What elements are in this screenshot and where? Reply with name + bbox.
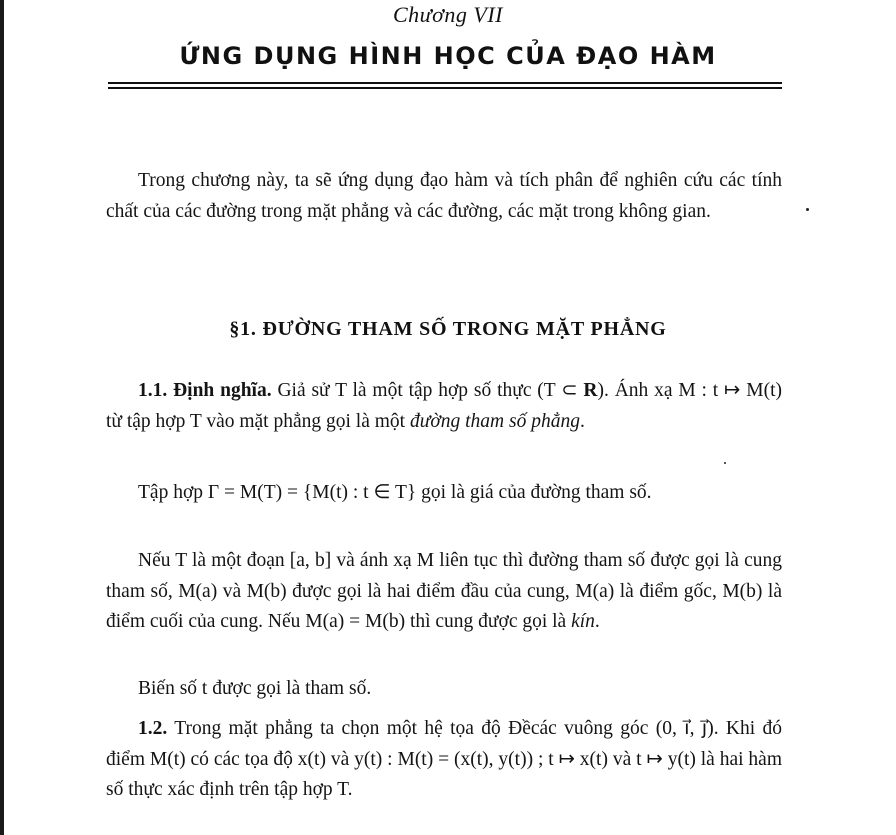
definition-paragraph <box>106 376 782 437</box>
arc-term: kín <box>571 611 595 632</box>
reals-symbol: R <box>583 380 598 401</box>
arc-paragraph <box>106 546 782 638</box>
definition-text-a: Giả sử T là một tập hợp số thực (T ⊂ <box>277 380 584 401</box>
coordinates-label: 1.2. <box>138 718 168 739</box>
definition-term: đường tham số phẳng <box>409 410 580 432</box>
parameter-paragraph: Biến số t được gọi là tham số. <box>138 678 372 699</box>
title-rule-top <box>108 82 782 84</box>
scan-speck <box>806 208 809 211</box>
title-rule-bottom <box>108 87 782 89</box>
scan-speck <box>724 462 726 464</box>
page-edge <box>0 0 4 835</box>
intro-paragraph: Trong chương này, ta sẽ ứng dụng đạo hàm và tích phân để nghiên cứu các tính chất của các đường trong mặt phẳng và các đường, các mặt trong không gian. <box>106 170 782 222</box>
definition-text-c: . <box>579 410 585 432</box>
arc-text-b: . <box>594 611 600 632</box>
arc-text-a: Nếu T là một đoạn [a, b] và ánh xạ M liên tục thì đường tham số được gọi là cung tham số, M(a) và M(b) được gọi là hai điểm đầu của cung, M(a) là điểm gốc, M(b) là điểm cuối của cung. Nếu M(a) = M(b) thì cung được gọi là <box>106 550 782 632</box>
support-paragraph: Tập hợp Γ = M(T) = {M(t) : t ∈ T} gọi là giá của đường tham số. <box>138 482 652 503</box>
coordinates-text: Trong mặt phẳng ta chọn một hệ tọa độ Đềcác vuông góc (0, i⃗, j⃗). Khi đó điểm M(t) có các tọa độ x(t) và y(t) : M(t) = (x(t), y(t)) ; t ↦ x(t) và t ↦ y(t) là hai hàm số thực xác định trên tập hợp T. <box>106 718 782 800</box>
definition-text-b: ). Ánh xạ M : t ↦ M(t) từ tập hợp T vào mặt phẳng gọi là một <box>106 380 782 432</box>
chapter-title: ỨNG DỤNG HÌNH HỌC CỦA ĐẠO HÀM <box>179 42 717 70</box>
chapter-label: Chương VII <box>392 2 503 27</box>
coordinates-paragraph <box>106 714 782 806</box>
section-heading: §1. ĐƯỜNG THAM SỐ TRONG MẶT PHẲNG <box>229 318 667 340</box>
definition-label: 1.1. Định nghĩa. <box>138 380 272 401</box>
